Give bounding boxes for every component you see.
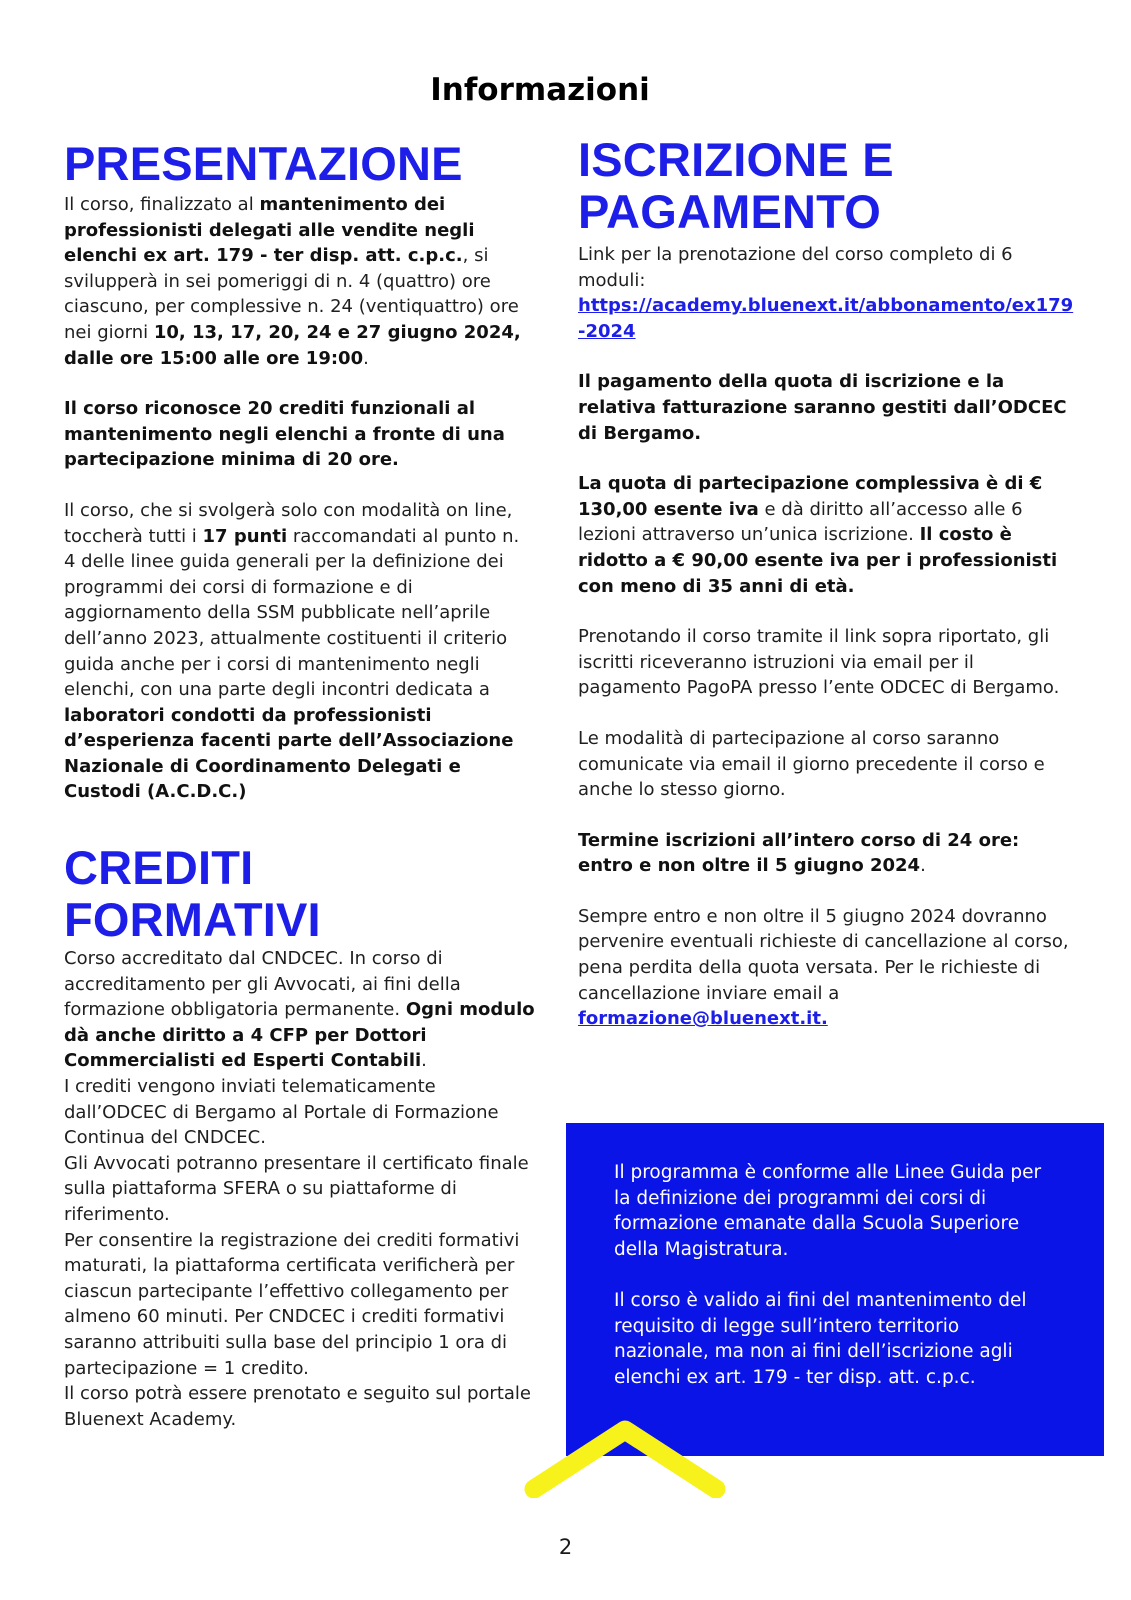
info-box-paragraph-1: Il programma è conforme alle Linee Guida per la definizione dei programmi dei corsi di formazione emanate dalla Scuola Superiore della Magistratura. [614,1162,1042,1260]
info-box-paragraph-2: Il corso è valido ai fini del mantenimento del requisito di legge sull’intero territorio nazionale, ma non ai fini dell’iscrizione agli elenchi ex art. 179 - ter disp. att. c.p.c. [614,1289,1027,1388]
page-title: Informazioni [430,72,650,108]
presentazione-paragraph-3: Il corso, che si svolgerà solo con modalità on line, toccherà tutti i 17 punti raccomandati al punto n. 4 delle linee guida generali per la definizione dei programmi dei corsi di formazione e di aggiornamento della SSM pubblicate nell’aprile dell’anno 2023, attualmente costituenti il criterio guida anche per i corsi di mantenimento negli elenchi, con una parte degli incontri dedicata a laboratori condotti da professionisti d’esperienza facenti parte dell’Associazione Nazionale di Coordinamento Delegati e Custodi (A.C.D.C.) [64,499,520,803]
iscrizione-paragraph-3: La quota di partecipazione complessiva è di € 130,00 esente iva e dà diritto all’accesso alle 6 lezioni attraverso un’unica iscrizione. Il costo è ridotto a € 90,00 esente iva per i professionisti con meno di 35 anni di età. [578,473,1058,597]
iscrizione-paragraph-1: Link per la prenotazione del corso completo di 6 moduli: https://academy.bluenext.it/abbonamento/ex179-2024 [578,244,1074,342]
booking-link[interactable]: https://academy.bluenext.it/abbonamento/ex179-2024 [578,295,1074,342]
crediti-paragraph-5: Il corso potrà essere prenotato e seguito sul portale Bluenext Academy. [64,1383,531,1430]
crediti-paragraph-2: I crediti vengono inviati telematicamente dall’ODCEC di Bergamo al Portale di Formazione Continua del CNDCEC. [64,1075,499,1149]
page-number: 2 [558,1535,573,1559]
presentazione-section [64,138,536,830]
crediti-paragraph-3: Gli Avvocati potranno presentare il certificato finale sulla piattaforma SFERA o su piattaforme di riferimento. [64,1152,529,1225]
info-box [566,1123,1104,1456]
crediti-paragraph-4: Per consentire la registrazione dei crediti formativi maturati, la piattaforma certificata verificherà per ciascun partecipante l’effettivo collegamento per almeno 60 minuti. Per CNDCEC i crediti formativi saranno attribuiti sulla base del principio 1 ora di partecipazione = 1 credito. [64,1229,520,1379]
iscrizione-paragraph-7: Sempre entro e non oltre il 5 giugno 2024 dovranno pervenire eventuali richieste di cancellazione al corso, pena perdita della quota versata. Per le richieste di cancellazione inviare email a formazione@bluenext.it. [578,905,1069,1030]
crediti-paragraph-1: Corso accreditato dal CNDCEC. In corso di accreditamento per gli Avvocati, ai fini della formazione obbligatoria permanente. Ogni modulo dà anche diritto a 4 CFP per Dottori Commercialisti ed Esperti Contabili. [64,948,535,1072]
presentazione-paragraph-1: Il corso, finalizzato al mantenimento dei professionisti delegati alle vendite negli elenchi ex art. 179 - ter disp. att. c.p.c., si svilupperà in sei pomeriggi di n. 4 (quattro) ore ciascuno, per complessive n. 24 (ventiquattro) ore nei giorni 10, 13, 17, 20, 24 e 27 giugno 2024, dalle ore 15:00 alle ore 19:00. [64,194,521,369]
presentazione-heading: PRESENTAZIONE [64,137,463,190]
presentazione-paragraph-2: Il corso riconosce 20 crediti funzionali al mantenimento negli elenchi a fronte di una partecipazione minima di 20 ore. [64,398,505,471]
iscrizione-paragraph-6: Termine iscrizioni all’intero corso di 24 ore: entro e non oltre il 5 giugno 2024. [578,829,1020,877]
email-link[interactable]: formazione@bluenext.it. [578,1008,828,1030]
iscrizione-paragraph-2: Il pagamento della quota di iscrizione e la relativa fatturazione saranno gestiti dall’ODCEC di Bergamo. [578,371,1067,444]
iscrizione-paragraph-4: Prenotando il corso tramite il link sopra riportato, gli iscritti riceveranno istruzioni via email per il pagamento PagoPA presso l’ente ODCEC di Bergamo. [578,626,1060,699]
chevron-up-icon [522,1418,732,1498]
crediti-section [64,842,536,1432]
crediti-heading: CREDITI FORMATIVI [64,841,321,946]
iscrizione-paragraph-5: Le modalità di partecipazione al corso saranno comunicate via email il giorno precedente il corso e anche lo stesso giorno. [578,727,1045,801]
iscrizione-heading: ISCRIZIONE E PAGAMENTO [578,133,894,238]
iscrizione-section [578,134,1078,1057]
